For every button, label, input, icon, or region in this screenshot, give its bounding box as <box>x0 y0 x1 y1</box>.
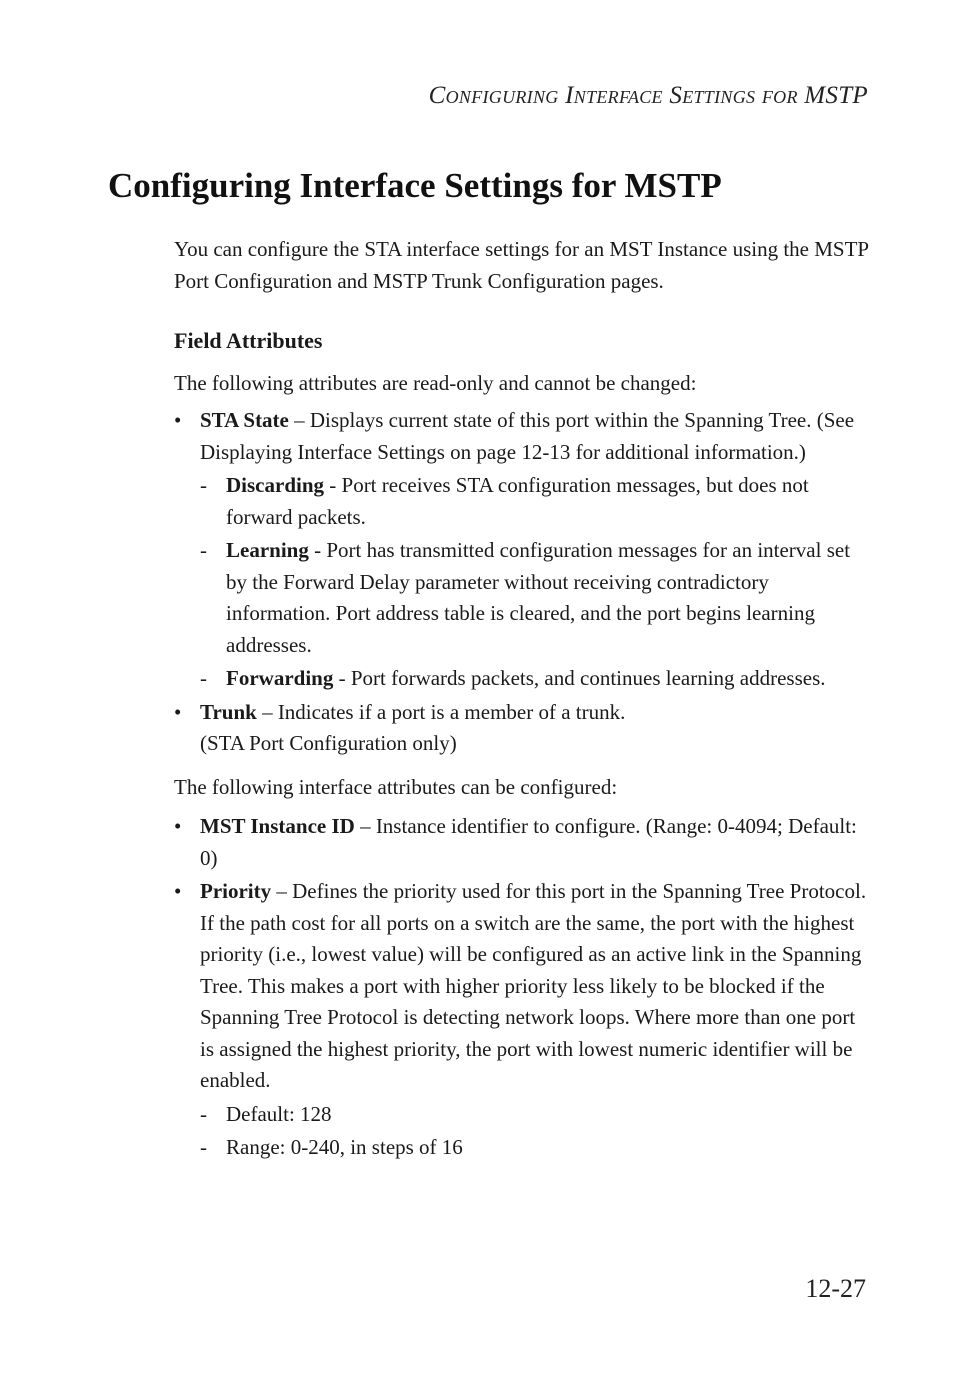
page-number: 12-27 <box>805 1274 866 1303</box>
config-lead: The following interface attributes can be configured: <box>174 774 618 799</box>
config-attribute-list <box>174 811 874 1164</box>
intro-paragraph: You can configure the STA interface settings for an MST Instance using the MSTP Port Configuration and MSTP Trunk Configuration pages. <box>174 237 869 293</box>
list-item-sta-state <box>174 405 874 695</box>
sta-state-values <box>200 470 874 695</box>
term-priority: Priority <box>200 879 272 903</box>
desc-sta-state: – Displays current state of this port within the Spanning Tree. (See Displaying Interface Settings on page 12-13 for additional information.) <box>200 408 855 464</box>
desc-priority: – Defines the priority used for this port in the Spanning Tree Protocol. If the path cost for all ports on a switch are the same, the port with the highest priority (i.e., lowest value) will be configured as an active link in the Spanning Tree. This makes a port with higher priority less likely to be blocked if the Spanning Tree Protocol is detecting network loops. Where more than one port is assigned the highest priority, the port with lowest numeric identifier will be enabled. <box>200 879 867 1092</box>
readonly-lead: The following attributes are read-only and cannot be changed: <box>174 370 697 395</box>
term-trunk: Trunk <box>200 699 257 724</box>
term-forwarding: Forwarding <box>226 666 334 690</box>
desc-discarding: - Port receives STA configuration messages, but does not forward packets. <box>226 473 809 529</box>
bullet-icon: • <box>174 879 182 903</box>
desc-forwarding: - Port forwards packets, and continues learning addresses. <box>333 666 826 690</box>
list-item-priority-default <box>200 1099 874 1131</box>
dash-icon: - <box>200 473 207 497</box>
list-item-learning <box>200 535 874 661</box>
list-item-priority-range <box>200 1132 874 1164</box>
term-discarding: Discarding <box>226 473 325 497</box>
term-sta-state: STA State <box>200 408 289 432</box>
list-item-mst-instance-id <box>174 811 874 874</box>
dash-icon: - <box>200 538 207 562</box>
readonly-attribute-list <box>174 405 874 760</box>
priority-range: Range: 0-240, in steps of 16 <box>226 1135 463 1159</box>
dash-icon: - <box>200 1135 207 1159</box>
bullet-icon: • <box>174 699 182 724</box>
list-item-trunk <box>174 697 874 760</box>
running-head: Configuring Interface Settings for MSTP <box>428 82 868 109</box>
dash-icon: - <box>200 1101 207 1126</box>
desc-trunk: – Indicates if a port is a member of a trunk. <box>256 699 626 724</box>
section-heading-field-attributes: Field Attributes <box>174 328 323 353</box>
body-content <box>174 234 874 1166</box>
term-learning: Learning <box>226 538 309 562</box>
page-title: Configuring Interface Settings for MSTP <box>108 166 722 205</box>
desc-mst-instance-id: – Instance identifier to configure. (Range: 0-4094; Default: 0) <box>200 814 857 870</box>
desc-learning: - Port has transmitted configuration messages for an interval set by the Forward Delay parameter without receiving contradictory information. Port address table is cleared, and the port begins learning addresses. <box>226 538 851 657</box>
priority-values <box>200 1099 874 1164</box>
dash-icon: - <box>200 666 207 690</box>
list-item-priority <box>174 876 874 1164</box>
list-item-forwarding <box>200 663 874 695</box>
list-item-discarding <box>200 470 874 533</box>
bullet-icon: • <box>174 814 182 838</box>
term-mst-instance-id: MST Instance ID <box>200 814 355 838</box>
note-trunk: (STA Port Configuration only) <box>200 731 457 755</box>
priority-default: Default: 128 <box>226 1101 332 1126</box>
bullet-icon: • <box>174 408 182 432</box>
